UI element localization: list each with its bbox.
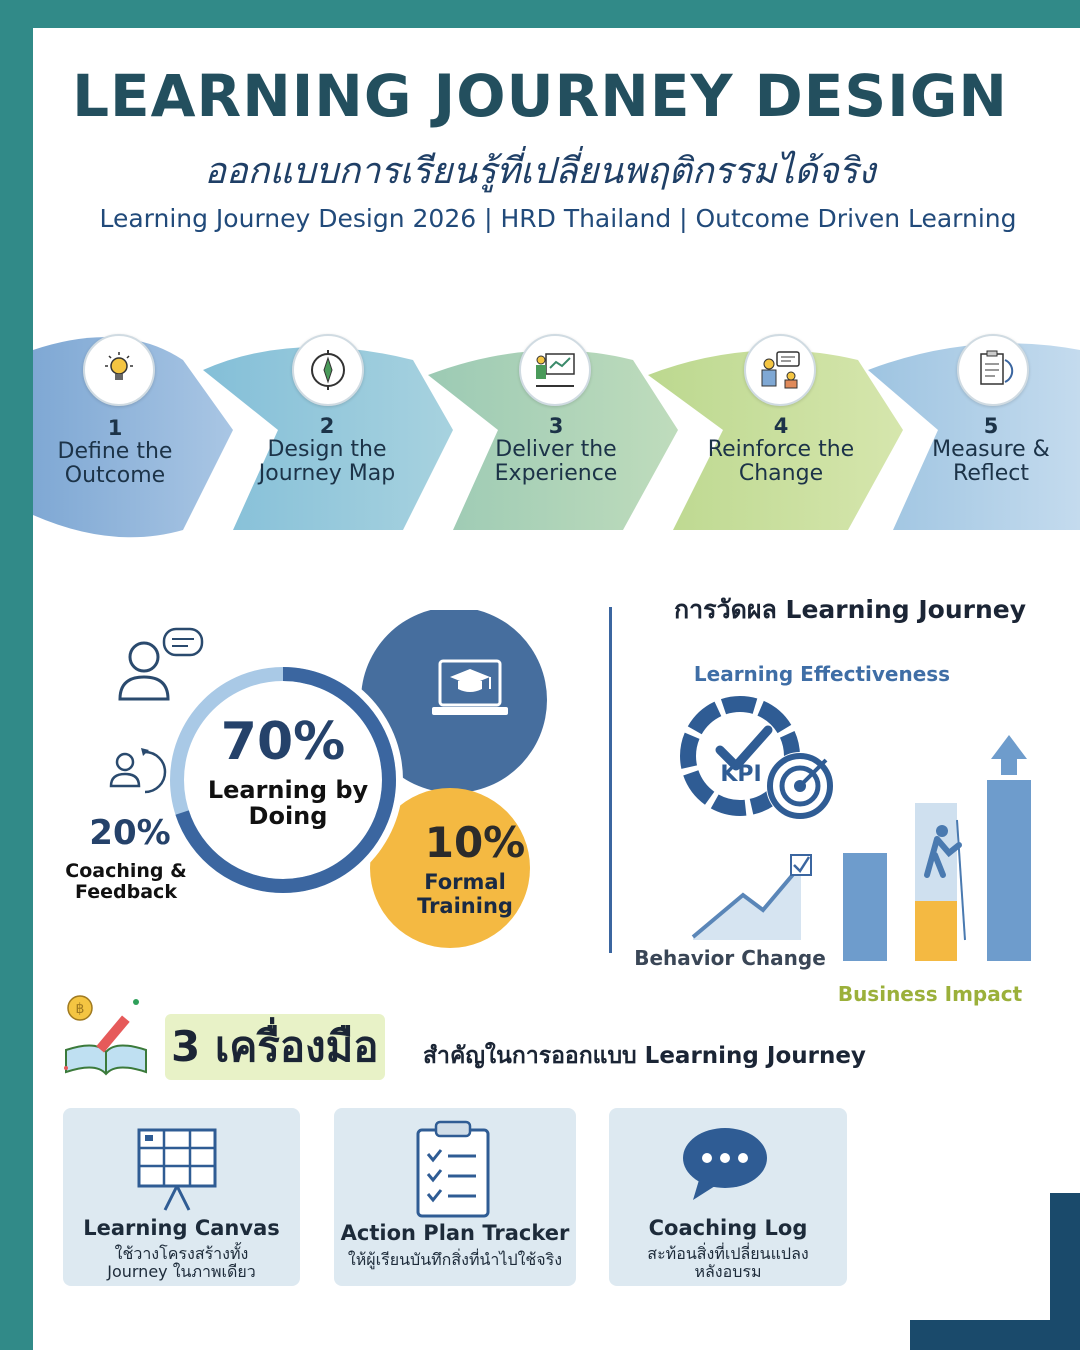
presenter-icon	[519, 334, 591, 406]
step-label-2b: Journey Map	[258, 461, 396, 486]
tools-count-heading: 3 เครื่องมือ	[165, 1014, 385, 1080]
pct-20: 20%	[89, 813, 171, 853]
step-label-4a: Reinforce the	[707, 437, 855, 462]
learning-effectiveness-label: Learning Effectiveness	[693, 662, 951, 686]
step-label-3a: Deliver the	[495, 437, 617, 462]
step-number-3: 3	[548, 414, 564, 438]
label-70-line2: Doing	[248, 802, 328, 830]
tool-card-learning-canvas	[63, 1108, 300, 1286]
book-idea-icon	[56, 988, 156, 1082]
tool-desc-learning-canvas-1: ใช้วางโครงสร้างทั้ง	[114, 1244, 249, 1263]
tool-card-action-plan	[334, 1108, 576, 1286]
label-70-line1: Learning by	[207, 776, 369, 804]
step-label-3b: Experience	[494, 461, 618, 486]
label-10-line2: Training	[417, 894, 513, 918]
step-number-4: 4	[773, 414, 789, 438]
step-label-2a: Design the	[267, 437, 387, 462]
measure-title: การวัดผล Learning Journey	[673, 595, 1027, 624]
tool-desc-coaching-log-1: สะท้อนสิ่งที่เปลี่ยนแปลง	[647, 1244, 809, 1263]
step-number-1: 1	[107, 416, 123, 440]
tool-desc-coaching-log-2: หลังอบรม	[694, 1262, 762, 1281]
corner-decoration-bottom	[910, 1320, 1080, 1350]
tool-title-learning-canvas: Learning Canvas	[83, 1216, 280, 1240]
label-20-line1: Coaching &	[65, 860, 187, 882]
person-speech-icon	[112, 625, 208, 709]
checklist-icon	[957, 334, 1029, 406]
tool-title-action-plan: Action Plan Tracker	[340, 1221, 570, 1245]
step-label-5b: Reflect	[953, 461, 1029, 486]
kpi-label: KPI	[720, 762, 762, 787]
business-impact-label: Business Impact	[837, 982, 1023, 1006]
tools-heading-text: สำคัญในการออกแบบ Learning Journey	[423, 1043, 866, 1069]
pct-10: 10%	[424, 818, 526, 867]
step-label-4b: Change	[738, 461, 824, 486]
coaching-icon	[744, 334, 816, 406]
laptop-graduation-icon	[430, 655, 510, 729]
tool-desc-learning-canvas-2: Journey ในภาพเดียว	[107, 1262, 256, 1281]
section-divider	[609, 607, 612, 953]
step-label-5a: Measure &	[932, 437, 1050, 462]
compass-icon	[292, 334, 364, 406]
subtitle: Learning Journey Design 2026 | HRD Thailand | Outcome Driven Learning	[99, 204, 1017, 233]
tool-card-coaching-log	[609, 1108, 847, 1286]
tool-desc-action-plan: ให้ผู้เรียนบันทึกสิ่งที่นำไปใช้จริง	[347, 1250, 563, 1269]
lightbulb-icon	[83, 334, 155, 406]
behavior-change-label: Behavior Change	[634, 946, 826, 970]
impact-bar-chart	[685, 725, 1045, 970]
pct-70: 70%	[220, 712, 346, 772]
step-number-5: 5	[983, 414, 999, 438]
chat-bubble-icon	[679, 1124, 771, 1208]
step-label-1a: Define the	[57, 439, 173, 464]
step-label-1b: Outcome	[64, 463, 166, 488]
label-10-line1: Formal	[424, 870, 506, 894]
clipboard-checklist-icon	[414, 1120, 494, 1224]
svg-text:฿: ฿	[75, 1001, 85, 1017]
canvas-board-icon	[135, 1126, 221, 1216]
tool-title-coaching-log: Coaching Log	[648, 1216, 808, 1240]
step-number-2: 2	[319, 414, 335, 438]
label-20-line2: Feedback	[75, 881, 177, 903]
thai-title: ออกแบบการเรียนรู้ที่เปลี่ยนพฤติกรรมได้จริง	[204, 151, 876, 192]
page-title: LEARNING JOURNEY DESIGN	[72, 62, 1008, 130]
coaching-cycle-icon	[105, 742, 169, 806]
